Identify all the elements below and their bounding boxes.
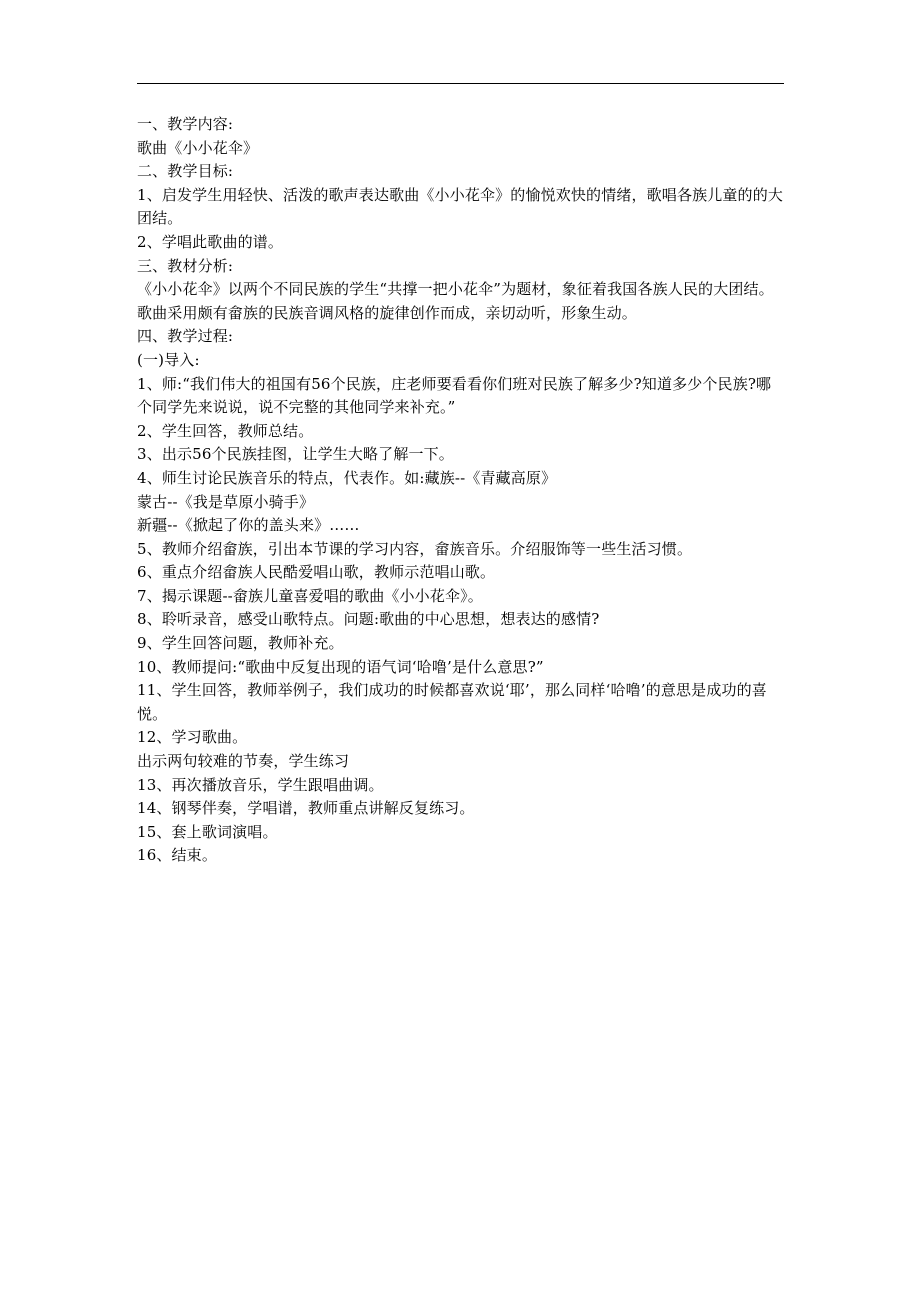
process-step: 1、师:“我们伟大的祖国有56个民族，庄老师要看看你们班对民族了解多少?知道多少个民族?哪个同学先来说说，说不完整的其他同学来补充。” <box>137 374 772 417</box>
goal-item: 2、学唱此歌曲的谱。 <box>137 232 284 251</box>
section-heading-process: 四、教学过程: <box>137 327 234 346</box>
section-heading-goals: 二、教学目标: <box>137 162 234 181</box>
process-step: 9、学生回答问题，教师补充。 <box>137 634 344 653</box>
process-step: 13、再次播放音乐，学生跟唱曲调。 <box>137 775 384 794</box>
subsection-heading-intro: (一)导入: <box>137 350 200 369</box>
goal-item: 1、启发学生用轻快、活泼的歌声表达歌曲《小小花伞》的愉悦欢快的情绪，歌唱各族儿童的的大团结。 <box>137 185 783 228</box>
process-step: 3、出示56个民族挂图，让学生大略了解一下。 <box>137 445 454 464</box>
process-step: 15、套上歌词演唱。 <box>137 822 278 841</box>
example-line: 蒙古--《我是草原小骑手》 <box>137 492 315 511</box>
song-title: 歌曲《小小花伞》 <box>137 138 259 157</box>
process-step: 7、揭示课题--畲族儿童喜爱唱的歌曲《小小花伞》。 <box>137 586 483 605</box>
document-body <box>137 113 785 868</box>
example-line: 新疆--《掀起了你的盖头来》…… <box>137 516 360 535</box>
process-step: 10、教师提问:“歌曲中反复出现的语气词‘哈噜’是什么意思?” <box>137 657 544 676</box>
section-heading-analysis: 三、教材分析: <box>137 256 234 275</box>
process-step: 8、聆听录音，感受山歌特点。问题:歌曲的中心思想，想表达的感情? <box>137 610 600 629</box>
process-step: 4、师生讨论民族音乐的特点，代表作。如:藏族--《青藏高原》 <box>137 468 557 487</box>
header-rule <box>137 83 784 84</box>
process-step: 2、学生回答，教师总结。 <box>137 421 314 440</box>
section-heading-content: 一、教学内容: <box>137 115 234 133</box>
process-step: 5、教师介绍畲族，引出本节课的学习内容，畲族音乐。介绍服饰等一些生活习惯。 <box>137 539 693 558</box>
process-step: 6、重点介绍畲族人民酷爱唱山歌，教师示范唱山歌。 <box>137 563 496 582</box>
process-step: 11、学生回答，教师举例子，我们成功的时候都喜欢说‘耶’，那么同样‘哈噜’的意思是成功的喜悦。 <box>137 681 767 723</box>
process-step: 14、钢琴伴奏，学唱谱，教师重点讲解反复练习。 <box>137 799 475 818</box>
process-note: 出示两句较难的节奏，学生练习 <box>137 752 350 771</box>
analysis-paragraph: 《小小花伞》以两个不同民族的学生“共撑一把小花伞”为题材，象征着我国各族人民的大团结。歌曲采用颇有畲族的民族音调风格的旋律创作而成，亲切动听，形象生动。 <box>137 280 774 322</box>
process-step: 16、结束。 <box>137 846 217 865</box>
process-step: 12、学习歌曲。 <box>137 728 248 747</box>
